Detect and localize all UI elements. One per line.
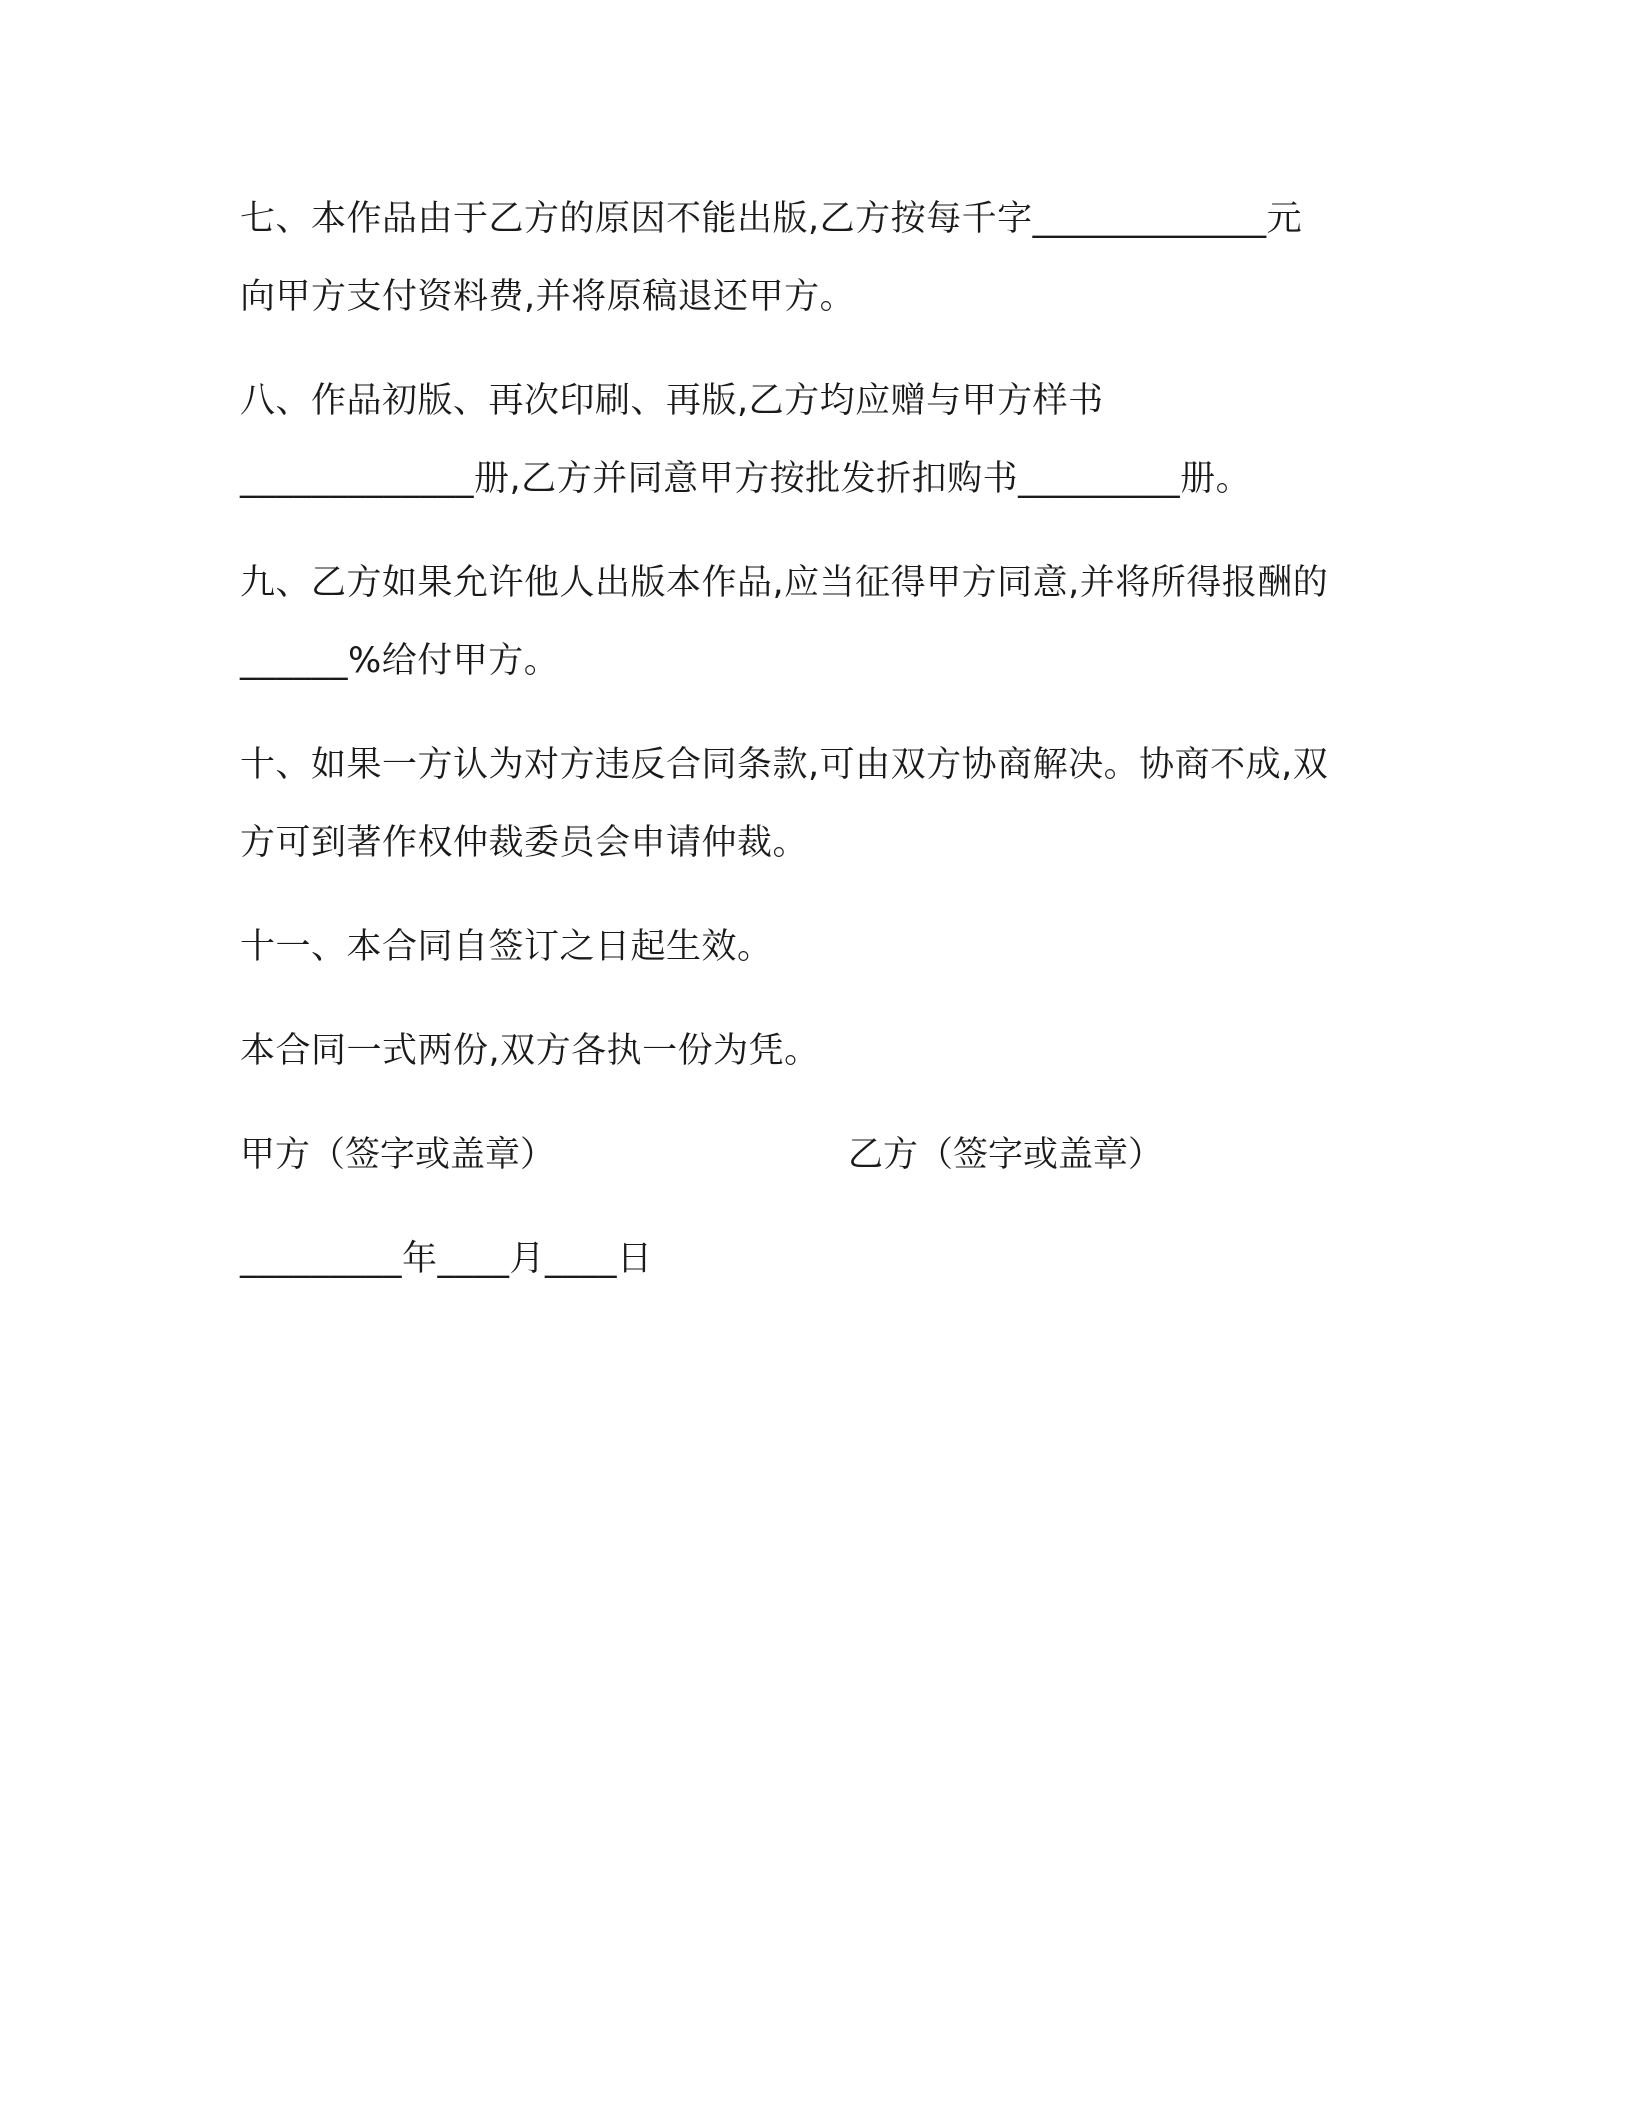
clause-line: 八、作品初版、再次印刷、再版,乙方均应赠与甲方样书: [240, 381, 1104, 421]
clause-9: [240, 544, 1400, 700]
clause-10: [240, 726, 1400, 882]
contract-body: [240, 180, 1400, 1298]
clause-line: 本合同一式两份,双方各执一份为凭。: [240, 1031, 820, 1071]
copies-statement: [240, 1012, 1400, 1090]
party-b-signature-label: 乙方（签字或盖章）: [848, 1135, 1164, 1175]
clause-11: [240, 908, 1400, 986]
clause-line: 向甲方支付资料费,并将原稿退还甲方。: [240, 277, 856, 317]
clause-line: 九、乙方如果允许他人出版本作品,应当征得甲方同意,并将所得报酬的: [240, 563, 1329, 603]
clause-line: ______%给付甲方。: [240, 641, 560, 681]
party-a-signature-label: 甲方（签字或盖章）: [240, 1135, 556, 1175]
clause-line: 七、本作品由于乙方的原因不能出版,乙方按每千字_____________元: [240, 199, 1303, 239]
clause-line: 十、如果一方认为对方违反合同条款,可由双方协商解决。协商不成,双: [240, 745, 1329, 785]
signing-date-line: _________年____月____日: [240, 1239, 653, 1279]
signature-block: [240, 1116, 1400, 1194]
clause-line: _____________册,乙方并同意甲方按批发折扣购书_________册。: [240, 459, 1252, 499]
clause-line: 方可到著作权仲裁委员会申请仲裁。: [240, 823, 809, 863]
clause-line: 十一、本合同自签订之日起生效。: [240, 927, 773, 967]
clause-7: [240, 180, 1400, 336]
clause-8: [240, 362, 1400, 518]
